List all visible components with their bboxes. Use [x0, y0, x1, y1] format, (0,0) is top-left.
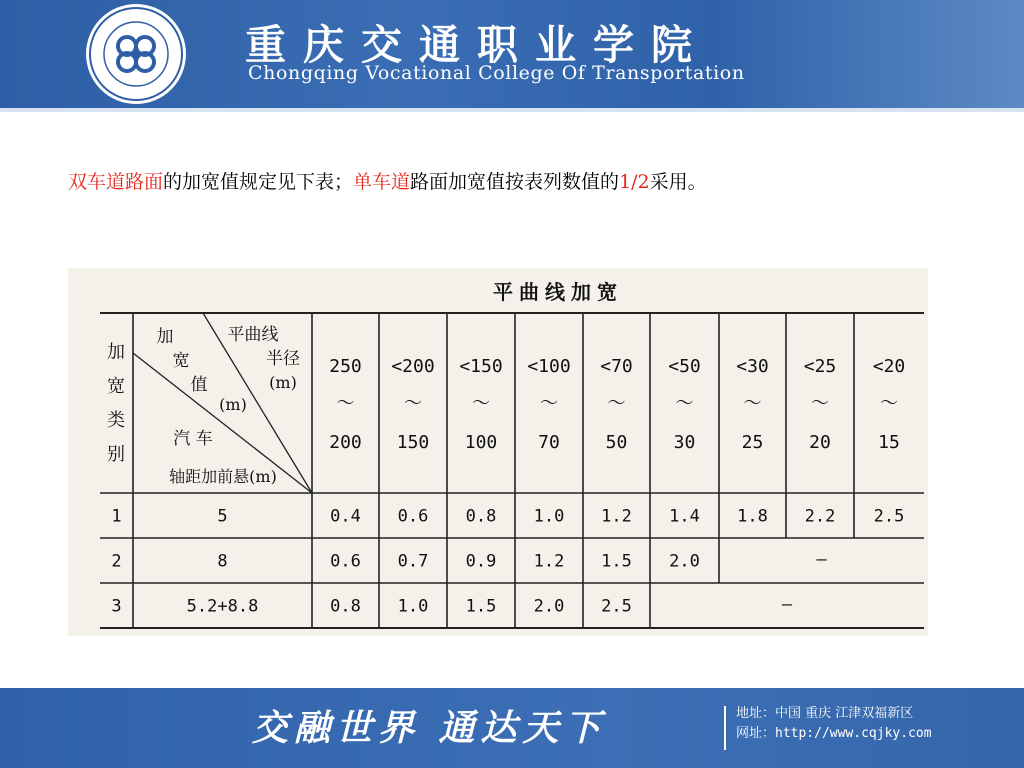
row-class-label: 2: [111, 551, 122, 572]
table-grid: [68, 268, 928, 636]
widening-value: 0.8: [330, 596, 361, 617]
footer-divider: [724, 706, 726, 750]
intro-highlight-double-lane: 双车道路面: [68, 171, 164, 193]
corner-label-radius: 平曲线: [227, 325, 279, 345]
widening-value: 1.2: [601, 506, 632, 527]
widening-value: 2.2: [804, 506, 836, 527]
radius-header-bottom: 50: [605, 432, 628, 453]
widening-value: 0.8: [465, 506, 497, 527]
widening-value: 2.5: [873, 506, 905, 527]
radius-header-top: <50: [668, 356, 701, 377]
footer-banner: [0, 688, 1024, 768]
row-wheelbase: 8: [217, 551, 228, 572]
radius-header-bottom: 15: [878, 432, 900, 453]
radius-header-top: <150: [459, 356, 503, 377]
header-divider: [0, 108, 1024, 112]
widening-value: 1.5: [465, 596, 497, 617]
widening-value: 0.7: [397, 551, 429, 572]
category-label-char: 类: [107, 410, 125, 431]
footer-address: 地址：中国 重庆 江津双福新区: [736, 706, 914, 721]
radius-header-bottom: 70: [538, 432, 560, 453]
widening-value: 1.2: [533, 551, 565, 572]
table-title: 平曲线加宽: [493, 280, 623, 304]
not-applicable-dash: —: [816, 549, 827, 570]
header-banner: [0, 0, 1024, 108]
intro-text-part: 路面加宽值按表列数值的: [410, 171, 620, 193]
radius-header-top: <70: [600, 356, 633, 377]
widening-value: 2.0: [533, 596, 565, 617]
radius-header-top: 250: [329, 356, 362, 377]
category-label-char: 别: [107, 444, 125, 465]
widening-value: 1.0: [533, 506, 565, 527]
radius-header-sep: ～: [880, 393, 898, 414]
widening-value: 2.5: [601, 596, 632, 617]
radius-header-top: <100: [527, 356, 571, 377]
widening-table: [68, 268, 928, 636]
corner-label-widening-unit: (m): [219, 395, 247, 414]
radius-header-sep: ～: [540, 393, 558, 414]
row-class-label: 3: [111, 596, 122, 617]
intro-highlight-single-lane: 单车道: [353, 171, 411, 193]
category-label-char: 宽: [107, 376, 125, 397]
radius-header-sep: ～: [675, 393, 694, 414]
footer-website: 网址：http://www.cqjky.com: [736, 726, 932, 741]
intro-text-part: 采用。: [649, 171, 707, 193]
radius-header-bottom: 150: [396, 432, 430, 453]
corner-label-wheelbase: 轴距加前悬(m): [169, 467, 277, 486]
widening-value: 1.8: [737, 506, 768, 527]
widening-value: 1.0: [397, 596, 429, 617]
radius-header-sep: ～: [607, 393, 626, 414]
not-applicable-dash: —: [781, 594, 793, 615]
college-name-cn: 重庆交通职业学院: [245, 21, 709, 69]
corner-label-vehicle: 汽 车: [173, 429, 213, 449]
radius-header-sep: ～: [472, 393, 490, 414]
corner-label-radius-unit: (m): [269, 373, 297, 392]
category-label-char: 加: [107, 342, 125, 363]
college-name-en: Chongqing Vocational College Of Transportation: [248, 62, 745, 84]
intro-text-part: 的加宽值规定见下表；: [163, 171, 354, 193]
radius-header-bottom: 20: [809, 432, 831, 453]
radius-header-bottom: 30: [673, 432, 696, 453]
radius-header-bottom: 100: [464, 432, 498, 453]
intro-highlight-fraction: 1/2: [619, 171, 650, 193]
footer-slogan: 交融世界 通达天下: [252, 707, 607, 749]
widening-value: 1.4: [669, 506, 700, 527]
widening-value: 2.0: [669, 551, 700, 572]
intro-text: [68, 167, 707, 194]
radius-header-sep: ～: [404, 393, 422, 414]
radius-header-sep: ～: [743, 393, 762, 414]
radius-header-bottom: 25: [741, 432, 764, 453]
radius-header-sep: ～: [336, 393, 355, 414]
widening-value: 0.9: [465, 551, 497, 572]
widening-value: 0.4: [330, 506, 361, 527]
widening-value: 0.6: [397, 506, 429, 527]
radius-header-sep: ～: [811, 393, 829, 414]
footer-contact: [736, 704, 932, 744]
row-wheelbase: 5.2+8.8: [186, 596, 259, 617]
corner-label-widening: 宽: [172, 351, 190, 371]
row-wheelbase: 5: [217, 506, 228, 527]
radius-header-top: <25: [803, 356, 837, 377]
widening-value: 1.5: [601, 551, 632, 572]
radius-header-top: <200: [391, 356, 435, 377]
row-class-label: 1: [111, 506, 122, 527]
radius-header-top: <20: [872, 356, 906, 377]
radius-header-bottom: 200: [329, 432, 362, 453]
corner-label-widening: 加: [156, 327, 174, 347]
widening-value: 0.6: [330, 551, 361, 572]
radius-header-top: <30: [736, 356, 769, 377]
corner-label-radius: 半径: [266, 349, 300, 369]
corner-label-widening: 值: [190, 375, 208, 395]
college-logo: [84, 2, 188, 106]
